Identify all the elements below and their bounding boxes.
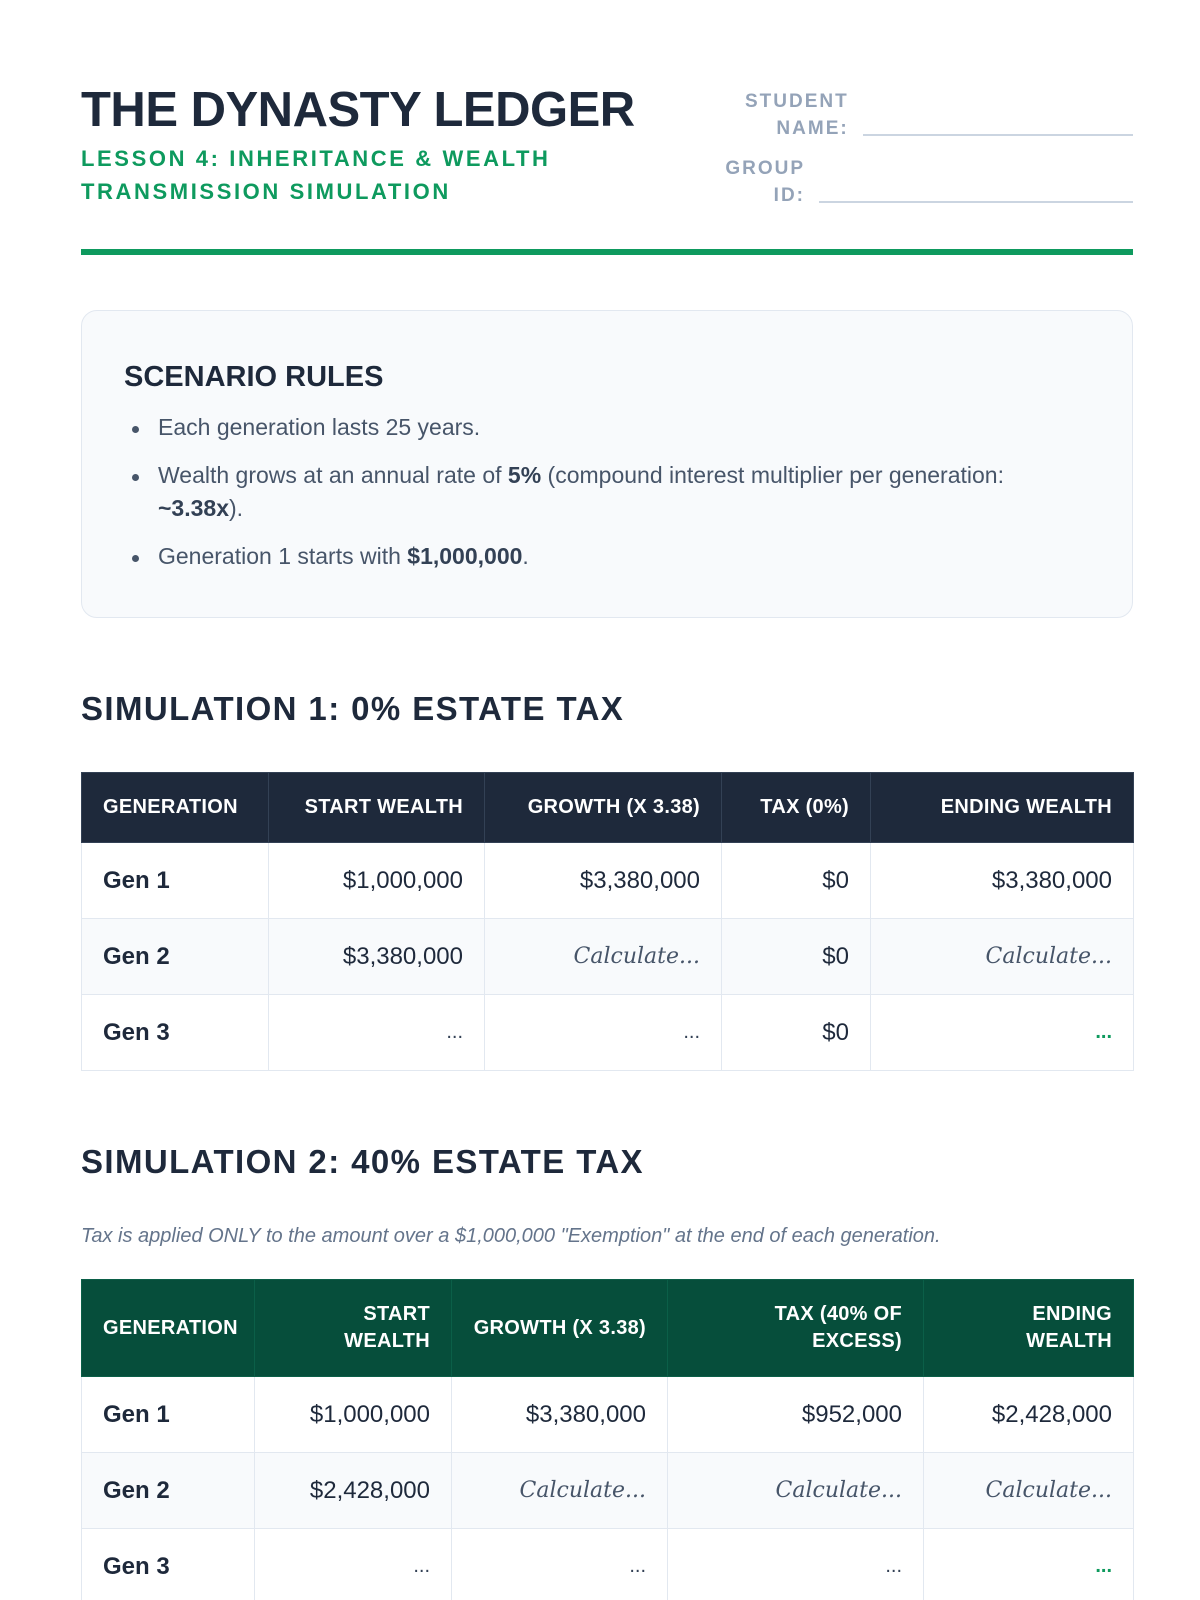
tax-cell[interactable]: ... bbox=[668, 1529, 924, 1600]
rule-text: Wealth grows at an annual rate of bbox=[158, 462, 508, 488]
start-wealth-cell[interactable]: ... bbox=[269, 995, 485, 1071]
tax-cell: $0 bbox=[722, 919, 871, 995]
growth-cell[interactable]: ... bbox=[452, 1529, 668, 1600]
rule-text: (compound interest multiplier per generation: bbox=[541, 462, 1004, 488]
rule-start-amount: $1,000,000 bbox=[407, 543, 523, 569]
scenario-rules-list bbox=[124, 411, 1084, 588]
table-row bbox=[82, 919, 1134, 995]
group-id-label: GROUP ID: bbox=[725, 158, 805, 206]
growth-cell: $3,380,000 bbox=[452, 1377, 668, 1453]
column-header: ENDING WEALTH bbox=[871, 773, 1134, 843]
lesson-subtitle: LESSON 4: INHERITANCE & WEALTH TRANSMISSION SIMULATION bbox=[81, 146, 551, 204]
tax-cell[interactable]: Calculate... bbox=[668, 1453, 924, 1529]
table-row bbox=[82, 843, 1134, 919]
column-header: GROWTH (X 3.38) bbox=[485, 773, 722, 843]
generation-cell: Gen 2 bbox=[82, 1453, 255, 1529]
bullet-icon bbox=[132, 555, 139, 562]
simulation-2-table bbox=[81, 1279, 1134, 1600]
column-header: TAX (0%) bbox=[722, 773, 871, 843]
table-row bbox=[82, 1377, 1134, 1453]
page-title: THE DYNASTY LEDGER bbox=[81, 83, 635, 137]
generation-cell: Gen 3 bbox=[82, 995, 269, 1071]
column-header: START WEALTH bbox=[255, 1280, 452, 1377]
rule-text: ). bbox=[229, 495, 244, 521]
table-row bbox=[82, 995, 1134, 1071]
growth-cell[interactable]: Calculate... bbox=[452, 1453, 668, 1529]
rule-rate: 5% bbox=[507, 462, 542, 488]
rule-item bbox=[124, 459, 1084, 525]
generation-cell: Gen 2 bbox=[82, 919, 269, 995]
generation-cell: Gen 1 bbox=[82, 1377, 255, 1453]
header bbox=[81, 0, 1133, 258]
start-wealth-cell: $2,428,000 bbox=[255, 1453, 452, 1529]
rule-item bbox=[124, 411, 1084, 444]
column-header: START WEALTH bbox=[269, 773, 485, 843]
column-header: GROWTH (X 3.38) bbox=[452, 1280, 668, 1377]
ending-wealth-cell[interactable]: ... bbox=[871, 995, 1134, 1071]
column-header: GENERATION bbox=[82, 773, 269, 843]
table-row bbox=[82, 1453, 1134, 1529]
ending-wealth-cell[interactable]: Calculate... bbox=[871, 919, 1134, 995]
table-header-row bbox=[82, 773, 1134, 843]
start-wealth-cell: $3,380,000 bbox=[269, 919, 485, 995]
generation-cell: Gen 1 bbox=[82, 843, 269, 919]
simulation-2-note: Tax is applied ONLY to the amount over a $1,000,000 "Exemption" at the end of each generation. bbox=[81, 1225, 941, 1247]
growth-cell: $3,380,000 bbox=[485, 843, 722, 919]
simulation-1-table bbox=[81, 772, 1134, 1071]
generation-cell: Gen 3 bbox=[82, 1529, 255, 1600]
tax-cell: $0 bbox=[722, 843, 871, 919]
ending-wealth-cell: $2,428,000 bbox=[924, 1377, 1134, 1453]
rule-item bbox=[124, 540, 1084, 573]
rule-multiplier: ~3.38x bbox=[158, 495, 229, 521]
scenario-rules-heading: SCENARIO RULES bbox=[124, 361, 384, 393]
start-wealth-cell: $1,000,000 bbox=[255, 1377, 452, 1453]
table-row bbox=[82, 1529, 1134, 1600]
student-name-label: STUDENT NAME: bbox=[744, 91, 849, 139]
scenario-rules-box bbox=[81, 310, 1133, 618]
group-id-field bbox=[721, 155, 1133, 209]
ending-wealth-cell: $3,380,000 bbox=[871, 843, 1134, 919]
rule-text: Generation 1 starts with bbox=[158, 543, 408, 569]
simulation-2-title: SIMULATION 2: 40% ESTATE TAX bbox=[81, 1143, 644, 1180]
worksheet-page bbox=[81, 0, 1133, 1580]
bullet-icon bbox=[132, 474, 139, 481]
tax-cell: $952,000 bbox=[668, 1377, 924, 1453]
header-divider bbox=[81, 249, 1133, 255]
table-header-row bbox=[82, 1280, 1134, 1377]
simulation-1-title: SIMULATION 1: 0% ESTATE TAX bbox=[81, 690, 625, 727]
group-id-line[interactable] bbox=[819, 201, 1133, 203]
column-header: ENDING WEALTH bbox=[924, 1280, 1134, 1377]
rule-text: Each generation lasts 25 years. bbox=[158, 414, 481, 440]
rule-text: . bbox=[522, 543, 529, 569]
start-wealth-cell[interactable]: ... bbox=[255, 1529, 452, 1600]
growth-cell[interactable]: ... bbox=[485, 995, 722, 1071]
student-name-field bbox=[738, 88, 1133, 142]
growth-cell[interactable]: Calculate... bbox=[485, 919, 722, 995]
ending-wealth-cell[interactable]: ... bbox=[924, 1529, 1134, 1600]
column-header: GENERATION bbox=[82, 1280, 255, 1377]
ending-wealth-cell[interactable]: Calculate... bbox=[924, 1453, 1134, 1529]
start-wealth-cell: $1,000,000 bbox=[269, 843, 485, 919]
tax-cell: $0 bbox=[722, 995, 871, 1071]
bullet-icon bbox=[132, 426, 139, 433]
student-name-line[interactable] bbox=[863, 134, 1133, 136]
column-header: TAX (40% OF EXCESS) bbox=[668, 1280, 924, 1377]
